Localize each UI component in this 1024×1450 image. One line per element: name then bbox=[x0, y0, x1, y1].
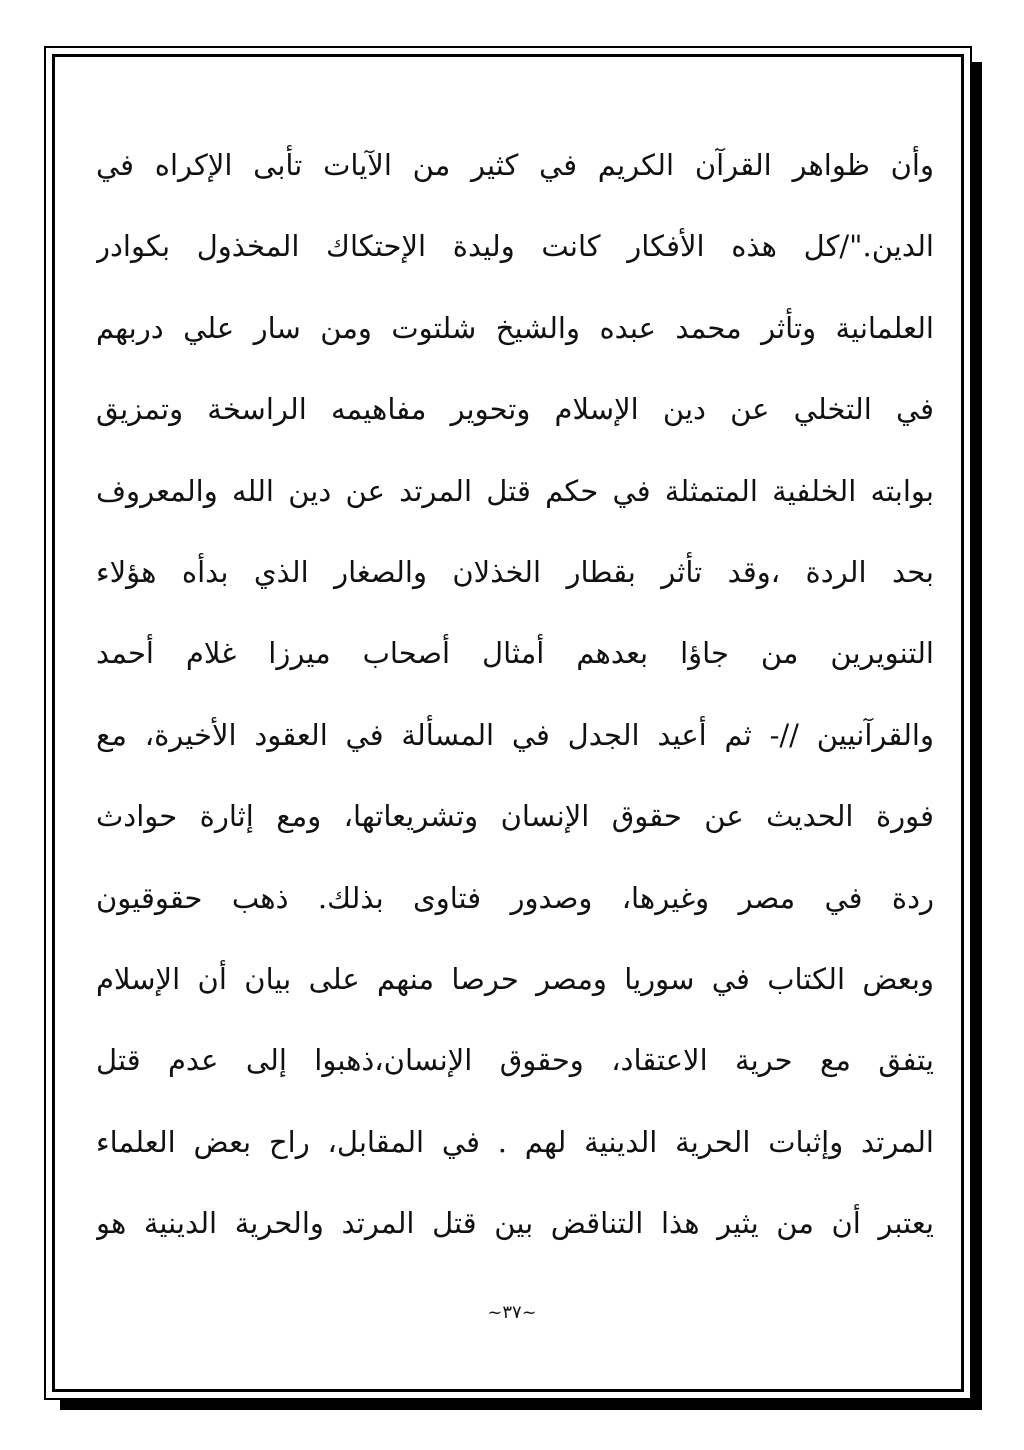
text-line: والقرآنيين //- ثم أعيد الجدل في المسألة في العقود الأخيرة، مع bbox=[96, 717, 934, 752]
text-line: يتفق مع حرية الاعتقاد، وحقوق الإنسان،ذهبوا إلى عدم قتل bbox=[96, 1043, 934, 1078]
text-line: يعتبر أن من يثير هذا التناقض بين قتل المرتد والحرية الدينية هو bbox=[96, 1206, 934, 1241]
page-number: ~٣٧~ bbox=[487, 1302, 537, 1323]
text-line: بحد الردة ،وقد تأثر بقطار الخذلان والصغار الذي بدأه هؤلاء bbox=[96, 554, 934, 589]
body-text bbox=[96, 125, 934, 1264]
text-line: الدين."/كل هذه الأفكار كانت وليدة الإحتكاك المخذول بكوادر bbox=[96, 229, 934, 264]
text-line: بوابته الخلفية المتمثلة في حكم قتل المرتد عن دين الله والمعروف bbox=[96, 473, 934, 508]
text-line: العلمانية وتأثر محمد عبده والشيخ شلتوت ومن سار علي دربهم bbox=[96, 310, 934, 345]
text-line: فورة الحديث عن حقوق الإنسان وتشريعاتها، ومع إثارة حوادث bbox=[96, 799, 934, 834]
text-line: في التخلي عن دين الإسلام وتحوير مفاهيمه الراسخة وتمزيق bbox=[96, 392, 934, 427]
text-line: وأن ظواهر القرآن الكريم في كثير من الآيات تأبى الإكراه في bbox=[96, 148, 934, 182]
text-line: وبعض الكتاب في سوريا ومصر حرصا منهم على بيان أن الإسلام bbox=[96, 961, 934, 996]
text-line: ردة في مصر وغيرها، وصدور فتاوى بذلك. ذهب حقوقيون bbox=[96, 880, 934, 915]
text-line: التنويرين من جاؤا بعدهم أمثال أصحاب ميرزا غلام أحمد bbox=[96, 636, 934, 671]
text-line: المرتد وإثبات الحرية الدينية لهم . في المقابل، راح بعض العلماء bbox=[96, 1124, 934, 1159]
